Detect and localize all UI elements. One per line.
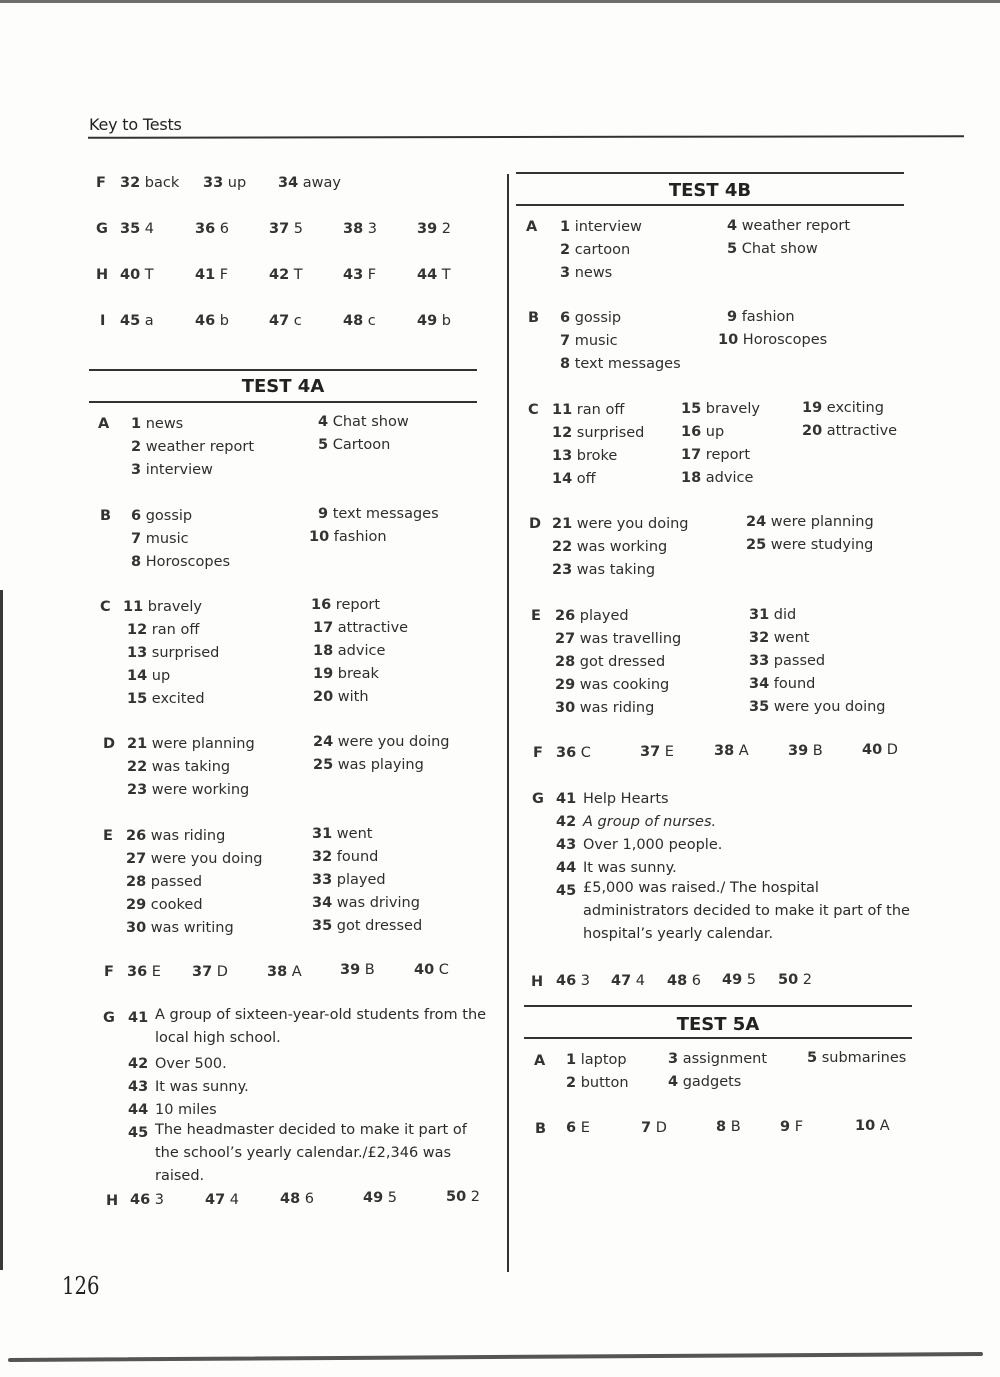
test-4a-bottom-rule xyxy=(89,401,477,403)
answer-item: 6 gossip xyxy=(560,310,622,326)
section-label-I: I xyxy=(100,313,106,329)
section-label-H: H xyxy=(106,1193,119,1209)
answer-item: 10 A xyxy=(855,1118,890,1134)
answer-item: 25 was playing xyxy=(313,757,424,773)
answer-item: 34 found xyxy=(749,676,816,692)
answer-item: 30 was riding xyxy=(555,700,655,716)
answer-item: 14 up xyxy=(127,668,171,684)
answer-item: 11 bravely xyxy=(123,599,202,615)
test-5a-top-rule xyxy=(524,1005,912,1007)
answer-item: 7 music xyxy=(131,531,189,547)
answer-item: 16 up xyxy=(681,424,725,440)
answer-item: 9 F xyxy=(780,1119,804,1135)
answer-item: 21 were you doing xyxy=(552,516,689,532)
answer-item: 36 6 xyxy=(195,221,230,237)
section-label-C: C xyxy=(100,599,111,615)
answer-text: A group of sixteen-year-old students from the local high school. xyxy=(155,1007,487,1046)
answer-item: 1 news xyxy=(131,416,184,432)
answer-text: Help Hearts xyxy=(583,791,669,807)
answer-text: The headmaster decided to make it part of the school’s yearly calendar./£2,346 was raised. xyxy=(155,1122,467,1184)
answer-item: 39 B xyxy=(788,743,823,759)
question-number: 41 xyxy=(128,1010,149,1026)
answer-item: 10 Horoscopes xyxy=(718,332,828,348)
answer-item: 9 fashion xyxy=(727,309,795,325)
section-label-A: A xyxy=(526,219,538,235)
answer-item: 29 cooked xyxy=(126,897,203,913)
answer-item: 41 F xyxy=(195,267,229,283)
answer-text: 10 miles xyxy=(155,1102,217,1118)
answer-item: 49 b xyxy=(417,313,452,329)
answer-item: 26 played xyxy=(555,608,629,624)
answer-item: 17 attractive xyxy=(313,620,409,636)
answer-item: 19 break xyxy=(313,666,379,682)
answer-item: 7 music xyxy=(560,333,618,349)
question-number: 44 xyxy=(128,1102,149,1118)
section-label-D: D xyxy=(529,516,542,532)
answer-item: 23 was taking xyxy=(552,562,656,578)
scan-edge-bottom-shadow xyxy=(8,1352,983,1362)
answer-item: 34 away xyxy=(278,175,342,191)
answer-item: 46 3 xyxy=(556,973,591,989)
answer-item: 32 found xyxy=(312,849,379,865)
answer-item: 47 4 xyxy=(205,1192,240,1208)
answer-item: 1 laptop xyxy=(566,1052,627,1068)
section-label-A: A xyxy=(98,416,110,432)
answer-item: 32 back xyxy=(120,175,180,191)
answer-item: 28 passed xyxy=(126,874,203,890)
answer-item: 1 interview xyxy=(560,219,642,235)
answer-item: 15 bravely xyxy=(681,401,760,417)
answer-item: 15 excited xyxy=(127,691,205,707)
answer-item: 45 a xyxy=(120,313,154,329)
section-label-E: E xyxy=(531,608,541,624)
answer-item: 5 submarines xyxy=(807,1050,907,1066)
answer-item: 24 were you doing xyxy=(313,734,450,750)
question-number: 43 xyxy=(556,837,577,853)
answer-item: 27 were you doing xyxy=(126,851,263,867)
answer-item: 23 were working xyxy=(127,782,250,798)
answer-text: Over 500. xyxy=(155,1056,227,1072)
section-label-E: E xyxy=(103,828,113,844)
answer-item: 20 with xyxy=(313,689,369,705)
answer-item: 40 D xyxy=(862,742,898,758)
answer-item: 6 E xyxy=(566,1120,590,1136)
answer-item: 12 surprised xyxy=(552,425,645,441)
column-divider xyxy=(507,174,509,1272)
answer-item: 40 C xyxy=(414,962,449,978)
answer-item: 37 D xyxy=(192,964,228,980)
answer-item: 37 E xyxy=(640,744,674,760)
section-label-G: G xyxy=(96,221,108,237)
answer-item: 26 was riding xyxy=(126,828,226,844)
answer-item: 50 2 xyxy=(446,1189,481,1205)
answer-item: 29 was cooking xyxy=(555,677,670,693)
section-label-H: H xyxy=(96,267,109,283)
answer-item: 38 3 xyxy=(343,221,378,237)
answer-item: 4 weather report xyxy=(727,218,851,234)
header-rule xyxy=(88,135,964,139)
answer-item: 49 5 xyxy=(722,972,757,988)
answer-item: 3 news xyxy=(560,265,613,281)
answer-item: 47 4 xyxy=(611,973,646,989)
test-4b-title: TEST 4B xyxy=(668,180,752,201)
question-number: 45 xyxy=(128,1125,149,1141)
answer-item: 31 did xyxy=(749,607,797,623)
answer-item: 25 were studying xyxy=(746,537,874,553)
answer-text: £5,000 was raised./ The hospital administrators decided to make it part of the hospital’s yearly calendar. xyxy=(583,880,910,942)
answer-item: 4 gadgets xyxy=(668,1074,742,1090)
answer-item: 5 Chat show xyxy=(727,241,818,257)
answer-item: 2 cartoon xyxy=(560,242,631,258)
answer-item: 33 up xyxy=(203,175,247,191)
test-4a-top-rule xyxy=(89,369,477,371)
section-label-F: F xyxy=(96,175,106,191)
answer-item: 11 ran off xyxy=(552,402,625,418)
answer-item: 24 were planning xyxy=(746,514,874,530)
answer-item: 21 were planning xyxy=(127,736,255,752)
test-4a-title: TEST 4A xyxy=(241,376,325,397)
question-number: 41 xyxy=(556,791,577,807)
answer-item: 3 assignment xyxy=(668,1051,768,1067)
section-label-A: A xyxy=(534,1053,546,1069)
answer-item: 50 2 xyxy=(778,972,813,988)
answer-item: 36 E xyxy=(127,964,161,980)
answer-item: 47 c xyxy=(269,313,302,329)
answer-item: 6 gossip xyxy=(131,508,193,524)
question-number: 42 xyxy=(128,1056,149,1072)
answer-item: 42 T xyxy=(269,267,303,283)
test-5a-bottom-rule xyxy=(524,1037,912,1039)
answer-item: 48 c xyxy=(343,313,376,329)
answer-item: 36 C xyxy=(556,745,591,761)
answer-item: 35 were you doing xyxy=(749,699,886,715)
answer-item: 44 T xyxy=(417,267,451,283)
answer-item: 22 was taking xyxy=(127,759,231,775)
answer-text: It was sunny. xyxy=(583,860,677,876)
answer-item: 27 was travelling xyxy=(555,631,682,647)
question-number: 45 xyxy=(556,883,577,899)
answer-item: 18 advice xyxy=(313,643,386,659)
answer-item: 33 played xyxy=(312,872,386,888)
answer-item: 48 6 xyxy=(280,1191,315,1207)
answer-text: A group of nurses. xyxy=(583,814,717,830)
answer-item: 39 2 xyxy=(417,221,452,237)
answer-text: It was sunny. xyxy=(155,1079,249,1095)
question-number: 44 xyxy=(556,860,577,876)
answer-item: 9 text messages xyxy=(318,506,439,522)
answer-item: 4 Chat show xyxy=(318,414,409,430)
answer-item: 2 button xyxy=(566,1075,629,1091)
section-label-G: G xyxy=(532,791,544,807)
answer-item: 49 5 xyxy=(363,1190,398,1206)
scan-edge-top xyxy=(0,0,1000,3)
section-label-D: D xyxy=(103,736,116,752)
page-number: 126 xyxy=(62,1272,100,1300)
test-5a-title: TEST 5A xyxy=(676,1014,760,1035)
answer-item: 20 attractive xyxy=(802,423,898,439)
answer-text: Over 1,000 people. xyxy=(583,837,723,853)
answer-item: 12 ran off xyxy=(127,622,200,638)
scan-edge-left xyxy=(0,590,3,1270)
answer-item: 40 T xyxy=(120,267,154,283)
answer-item: 38 A xyxy=(267,964,302,980)
answer-item: 14 off xyxy=(552,471,596,487)
section-label-B: B xyxy=(100,508,112,524)
section-label-C: C xyxy=(528,402,539,418)
question-number: 42 xyxy=(556,814,577,830)
answer-item: 8 Horoscopes xyxy=(131,554,231,570)
answer-item: 32 went xyxy=(749,630,810,646)
section-label-B: B xyxy=(535,1121,547,1137)
answer-item: 35 4 xyxy=(120,221,155,237)
answer-item: 48 6 xyxy=(667,973,702,989)
answer-item: 22 was working xyxy=(552,539,668,555)
answer-item: 13 broke xyxy=(552,448,618,464)
page-title: Key to Tests xyxy=(89,115,182,134)
answer-item: 3 interview xyxy=(131,462,213,478)
answer-item: 8 text messages xyxy=(560,356,681,372)
answer-item: 2 weather report xyxy=(131,439,255,455)
answer-item: 43 F xyxy=(343,267,377,283)
answer-item: 7 D xyxy=(641,1120,667,1136)
answer-item: 19 exciting xyxy=(802,400,884,416)
section-label-H: H xyxy=(531,974,544,990)
answer-item: 33 passed xyxy=(749,653,826,669)
answer-item: 13 surprised xyxy=(127,645,220,661)
section-label-F: F xyxy=(533,745,543,761)
answer-item: 16 report xyxy=(311,597,381,613)
answer-item: 34 was driving xyxy=(312,895,420,911)
answer-item: 39 B xyxy=(340,962,375,978)
answer-item: 18 advice xyxy=(681,470,754,486)
answer-item: 38 A xyxy=(714,743,749,759)
question-number: 43 xyxy=(128,1079,149,1095)
answer-item: 35 got dressed xyxy=(312,918,423,934)
section-label-F: F xyxy=(104,964,114,980)
answer-item: 8 B xyxy=(716,1119,741,1135)
answer-item: 28 got dressed xyxy=(555,654,666,670)
answer-item: 31 went xyxy=(312,826,373,842)
test-4b-top-rule xyxy=(516,172,904,174)
section-label-B: B xyxy=(528,310,540,326)
test-4b-bottom-rule xyxy=(516,204,904,206)
section-label-G: G xyxy=(103,1010,115,1026)
answer-item: 5 Cartoon xyxy=(318,437,391,453)
answer-item: 37 5 xyxy=(269,221,304,237)
answer-item: 10 fashion xyxy=(309,529,387,545)
answer-item: 30 was writing xyxy=(126,920,234,936)
answer-item: 46 3 xyxy=(130,1192,165,1208)
answer-item: 17 report xyxy=(681,447,751,463)
answer-item: 46 b xyxy=(195,313,230,329)
